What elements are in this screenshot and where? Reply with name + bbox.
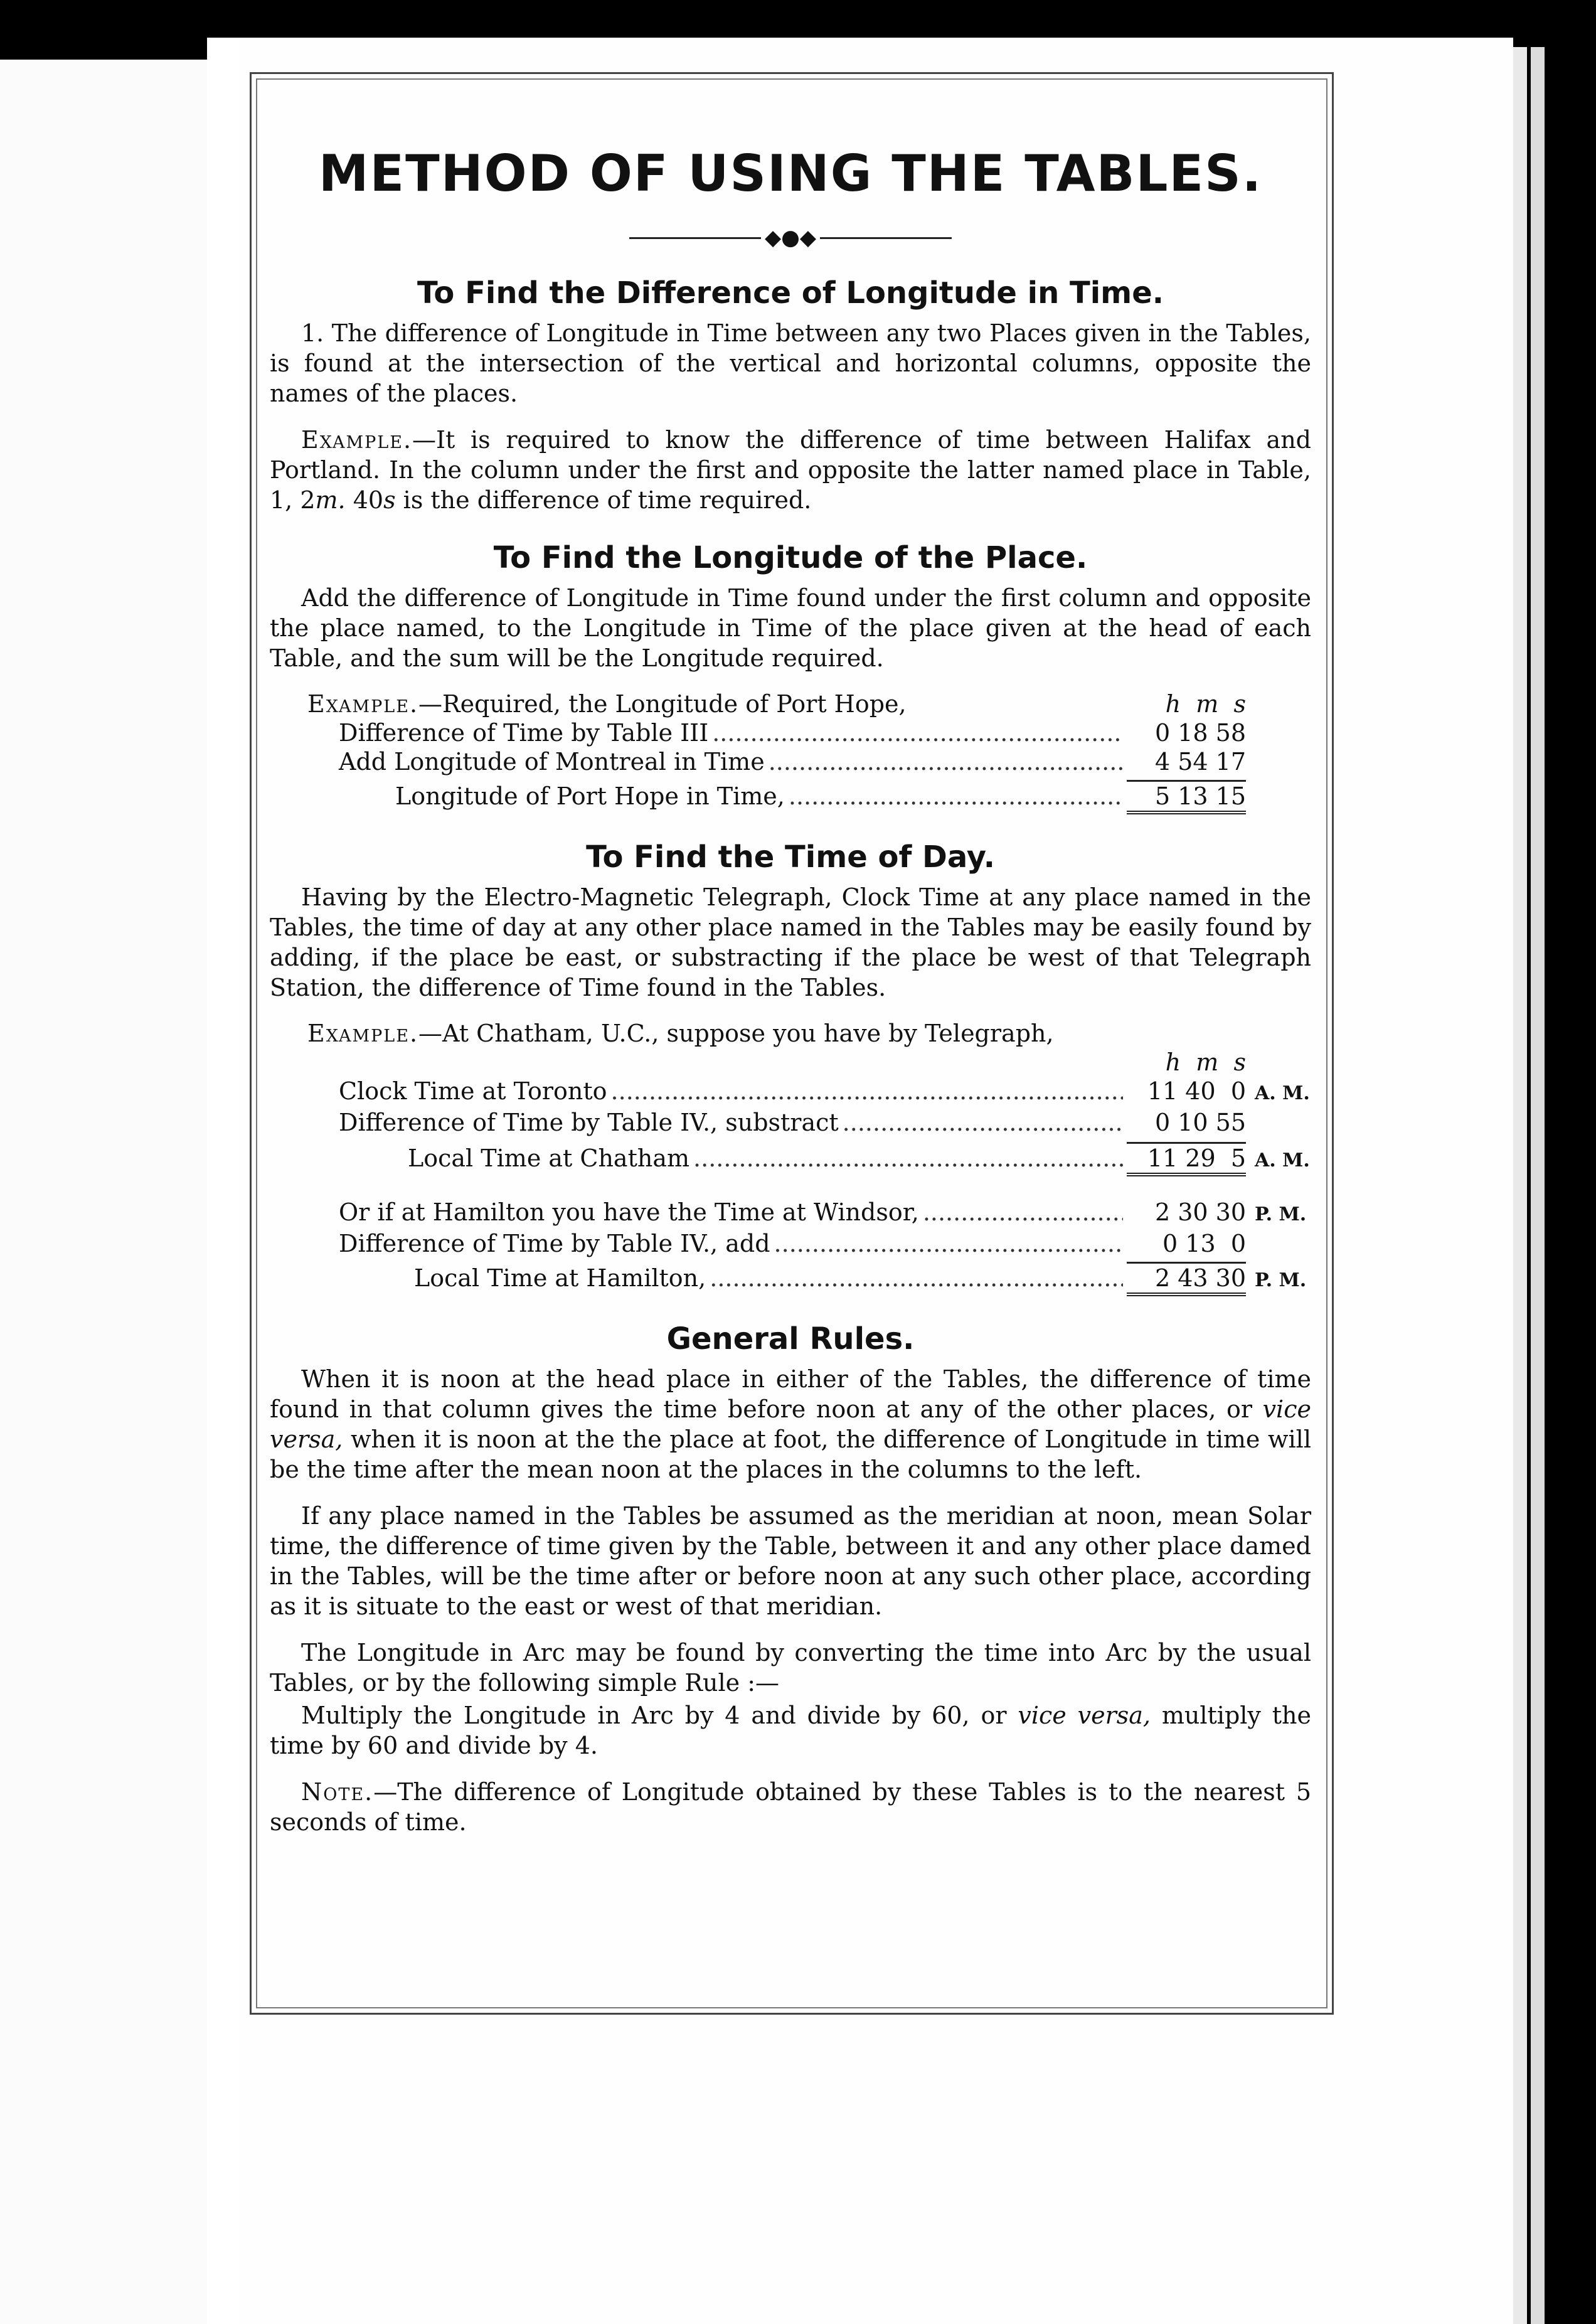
- title-ornament: ◆●◆: [270, 224, 1311, 250]
- rules-paragraph: The Longitude in Arc may be found by converting the time into Arc by the usual Tables, or by the following simple Rule :—: [270, 1639, 1311, 1697]
- note-paragraph: Note.—The difference of Longitude obtained by these Tables is to the nearest 5 seconds of time.: [270, 1778, 1311, 1836]
- section-heading-difference: To Find the Difference of Longitude in Time.: [417, 275, 1164, 311]
- calc-total: Longitude of Port Hope in Time, ..... 5 13 15: [270, 780, 1311, 814]
- calculation-port-hope: Example.—Required, the Longitude of Port Hope, h m s Difference of Time by Table III ..... 0 18 58 Add Longitude of Montreal in Time ..... 4 54 17 Longitude of Port Hope in Time, ..... 5 13 15: [270, 690, 1311, 814]
- page-gutter: [207, 38, 245, 2324]
- rules-paragraph: If any place named in the Tables be assumed as the meridian at noon, mean Solar time, the difference of time given by the Table, between it and any other place damed in the Tables, will be the time after or before noon at any such other place, according as it is situate to the east or west of that meridian.: [270, 1502, 1311, 1620]
- example-paragraph: Example.—It is required to know the difference of time between Halifax and Portland. In the column under the first and opposite the latter named place in Table, 1, 2m. 40s is the difference of time required.: [270, 426, 1311, 514]
- calc-row: Difference of Time by Table IV., add ..... 0 13 0: [270, 1229, 1311, 1258]
- section-paragraph: Having by the Electro-Magnetic Telegraph, Clock Time at any place named in the Tables, the time of day at any other place named in the Tables may be easily found by adding, if the place be east, or substracting if the place be west of that Telegraph Station, the difference of Time found in the Tables.: [270, 883, 1311, 1001]
- section-heading-longitude: To Find the Longitude of the Place.: [493, 540, 1088, 575]
- calc-row: Difference of Time by Table IV., substract ..... 0 10 55: [270, 1108, 1311, 1137]
- rules-paragraph: Multiply the Longitude in Arc by 4 and divide by 60, or vice versa, multiply the time by 60 and divide by 4.: [270, 1702, 1311, 1759]
- section-heading-general-rules: General Rules.: [666, 1321, 915, 1357]
- calculation-chatham: Example.—At Chatham, U.C., suppose you have by Telegraph, h m s Clock Time at Toronto ..... 11 40 0 A. M. Difference of Time by Table IV., substract ..... 0 10 55 Local Time at Chatham ..... 11 29 5 A. M. Or if at Hamilton you have the Time at Windsor, ..... 2 30 30 P. M. Difference of Time by Table IV., add ..... 0 13 0 Local Time at Hamilton, ..... 2 43 30 P. M.: [270, 1019, 1311, 1296]
- rules-paragraph: When it is noon at the head place in either of the Tables, the difference of time found in that column gives the time before noon at any of the other places, or vice versa, when it is noon at the the place at foot, the difference of Longitude in time will be the time after the mean noon at the places in the columns to the left.: [270, 1365, 1311, 1483]
- page-edge: [1531, 47, 1545, 2324]
- section-heading-time-of-day: To Find the Time of Day.: [586, 840, 995, 875]
- section-paragraph: Add the difference of Longitude in Time found under the first column and opposite the place named, to the Longitude in Time of the place given at the head of each Table, and the sum will be the Longitude required.: [270, 584, 1311, 672]
- section-paragraph: 1. The difference of Longitude in Time between any two Places given in the Tables, is found at the intersection of the vertical and horizontal columns, opposite the names of the places.: [270, 319, 1311, 407]
- page-title: METHOD OF USING THE TABLES.: [318, 144, 1263, 203]
- calc-total: Local Time at Hamilton, ..... 2 43 30 P. M.: [270, 1262, 1311, 1296]
- left-page-edge: [0, 60, 232, 2324]
- page-edge: [1513, 47, 1527, 2324]
- calc-row: Add Longitude of Montreal in Time ..... 4 54 17: [270, 747, 1311, 776]
- calc-row: Clock Time at Toronto ..... 11 40 0 A. M.: [270, 1077, 1311, 1108]
- calc-row: Or if at Hamilton you have the Time at Windsor, ..... 2 30 30 P. M.: [270, 1198, 1311, 1229]
- calc-total: Local Time at Chatham ..... 11 29 5 A. M.: [270, 1142, 1311, 1176]
- page-content: [270, 144, 1311, 1853]
- calc-row: Difference of Time by Table III ..... 0 18 58: [270, 718, 1311, 747]
